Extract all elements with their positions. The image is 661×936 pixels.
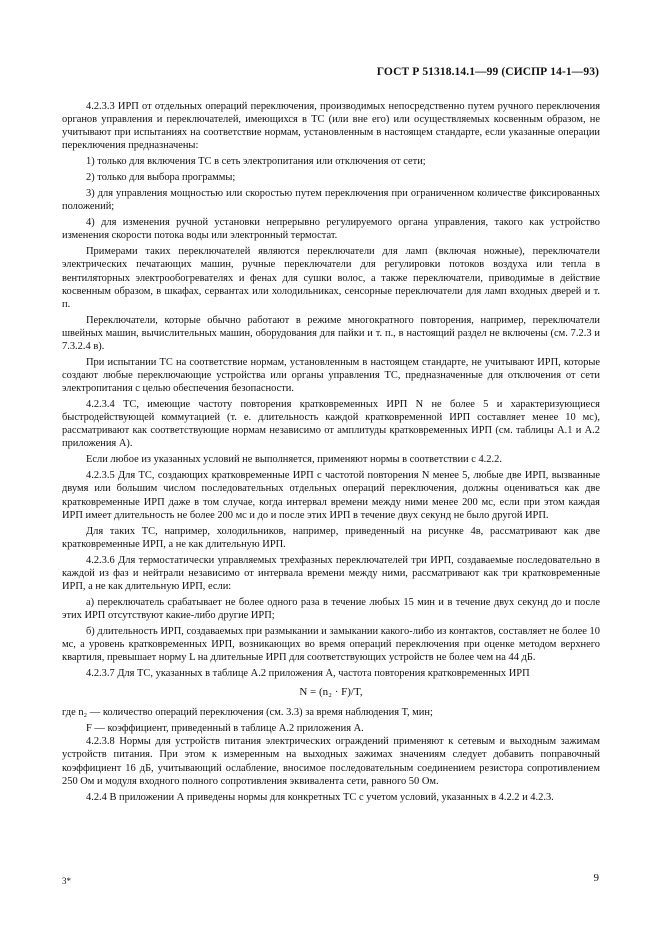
paragraph: 4.2.3.4 ТС, имеющие частоту повторения кратковременных ИРП N не более 5 и характеризующиеся быстродействующей коммутацией (т. е. длительность каждой кратковременной ИРП составляет менее 10 мс), рассматривают как соответствующие нормам независимо от амплитуды кратковременных ИРП (см. таблицы А.1 и А.2 приложения А).: [62, 399, 600, 450]
list-item: б) длительность ИРП, создаваемых при размыкании и замыкании какого-либо из контактов, составляет не более 10 мс, а уровень кратковременных ИРП, возникающих во время операций переключения при оценке методом верхнего квартиля, превышает норму L на длительные ИРП для соответствующих устройств не более чем на 44 дБ.: [62, 625, 600, 664]
paragraph: 4.2.3.6 Для термостатически управляемых трехфазных переключателей три ИРП, создаваемые последовательно в каждой из фаз и нейтрали независимо от интервала времени между ними, рассматривают как три кратковременные ИРП, а не как длительную ИРП, если:: [62, 554, 600, 592]
document-header: ГОСТ Р 51318.14.1—99 (СИСПР 14-1—93): [376, 66, 599, 78]
formula-legend: где n₂ — количество операций переключения (см. 3.3) за время наблюдения Т, мин;: [62, 707, 433, 719]
paragraph: Примерами таких переключателей являются переключатели для ламп (включая ножные), переключатели электрических печатающих машин, ручные переключатели для регулировки потоков воздуха или тепла в вентиляторных электрообогревателях и фенах для сушки волос, а также переключатели, приводимые в действие косвенным образом, в шкафах, сервантах или холодильниках, сенсорные переключатели для ламп входных дверей и т. п.: [62, 246, 600, 310]
paragraph: Для таких ТС, например, холодильников, например, приведенный на рисунке 4в, рассматривают как две кратковременные ИРП, а не как длительную ИРП.: [62, 525, 600, 550]
page-number: 9: [593, 872, 599, 884]
paragraph: Если любое из указанных условий не выполняется, применяют нормы в соответствии с 4.2.2.: [86, 454, 502, 466]
formula: N = (n₂ · F)/T,: [299, 686, 363, 699]
list-item: 3) для управления мощностью или скоростью путем переключения при ограниченном количестве фиксированных положений;: [62, 188, 600, 213]
paragraph: 4.2.3.3 ИРП от отдельных операций переключения, производимых непосредственно путем ручного переключения органов управления и переключателей, имеющихся в ТС (или вне его) или осуществляемых косвенным образом, не учитывают при испытаниях на соответствие нормам, установленным в настоящем стандарте, если указанные операции переключения предназначены:: [62, 101, 600, 152]
formula-legend: F — коэффициент, приведенный в таблице А.2 приложения А.: [86, 723, 364, 735]
paragraph: При испытании ТС на соответствие нормам, установленным в настоящем стандарте, не учитывают ИРП, которые создают любые переключающие устройства или органы управления ТС, предназначенные для отключения от сети электропитания с целью обеспечения безопасности.: [62, 356, 600, 395]
paragraph: 4.2.3.5 Для ТС, создающих кратковременные ИРП с частотой повторения N менее 5, любые две ИРП, вызванные двумя или большим числом последовательных отдельных операций переключения, должны оцениваться как две кратковременные ИРП даже в том случае, когда интервал времени между ними менее 200 мс, если при этом каждая ИРП имеет длительность не более 200 мс и до и после этих ИРП в течение двух секунд не было другой ИРП.: [62, 470, 600, 521]
list-item: 1) только для включения ТС в сеть электропитания или отключения от сети;: [86, 156, 426, 168]
list-item: 2) только для выбора программы;: [86, 172, 236, 184]
paragraph: 4.2.3.7 Для ТС, указанных в таблице А.2 приложения А, частота повторения кратковременных ИРП: [86, 668, 530, 680]
list-item: 4) для изменения ручной установки непрерывно регулируемого органа управления, такого как устройство изменения скорости потока воды или электронный термостат.: [62, 217, 600, 242]
paragraph: 4.2.3.8 Нормы для устройств питания электрических ограждений применяют к сетевым и выходным зажимам устройств питания. При этом к измеренным на выходных зажимах значениям следует добавить поправочный коэффициент 16 дБ, учитывающий ослабление, вносимое последовательным соединением резистора сопротивлением 250 Ом и модуля входного полного сопротивления эквивалента сети, равного 50 Ом.: [62, 736, 600, 787]
document-body: [62, 100, 600, 807]
paragraph: Переключатели, которые обычно работают в режиме многократного повторения, например, переключатели швейных машин, вычислительных машин, оборудования для пайки и т. п., в настоящий раздел не включены (см. 7.2.3 и 7.3.2.4 в).: [62, 314, 600, 352]
list-item: а) переключатель срабатывает не более одного раза в течение любых 15 мин и в течение двух секунд до и после этих ИРП отсутствуют какие-либо другие ИРП;: [62, 596, 600, 621]
footer-mark: 3*: [62, 876, 71, 886]
paragraph: 4.2.4 В приложении А приведены нормы для конкретных ТС с учетом условий, указанных в 4.2.2 и 4.2.3.: [86, 791, 554, 803]
